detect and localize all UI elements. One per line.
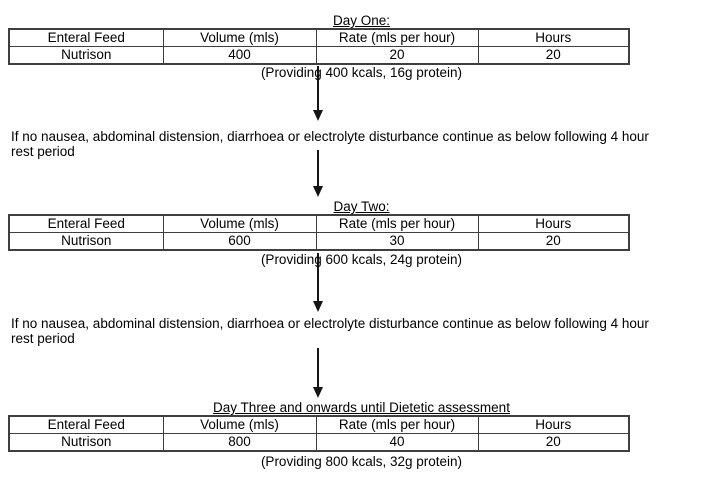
cell-hours: 20 xyxy=(478,233,629,251)
column-header-enteral-feed: Enteral Feed xyxy=(9,215,163,233)
providing-note-day-one: (Providing 400 kcals, 16g protein) xyxy=(260,65,463,80)
column-header-hours: Hours xyxy=(478,416,629,434)
cell-feed: Nutrison xyxy=(9,47,163,65)
section-heading-day-one xyxy=(0,13,723,28)
section-heading-day-two xyxy=(0,199,723,214)
note-line-1: If no nausea, abdominal distension, diarrhoea or electrolyte disturbance continue as below following 4 hour xyxy=(11,129,649,144)
cell-rate: 40 xyxy=(316,434,478,452)
section-heading-day-three xyxy=(0,400,723,415)
table-data-row xyxy=(9,47,629,65)
cell-feed: Nutrison xyxy=(9,434,163,452)
column-header-enteral-feed: Enteral Feed xyxy=(9,416,163,434)
day-two-feed-table xyxy=(8,214,630,251)
cell-feed: Nutrison xyxy=(9,233,163,251)
arrow-line xyxy=(317,348,319,387)
table-data-row xyxy=(9,233,629,251)
arrow-head-icon xyxy=(313,387,323,398)
table-header-row xyxy=(9,29,629,47)
day-three-feed-table xyxy=(8,415,630,452)
table-header-row xyxy=(9,215,629,233)
note-line-2: rest period xyxy=(11,144,75,159)
arrow-head-icon xyxy=(313,110,323,121)
arrow-head-icon xyxy=(313,301,323,312)
continuation-note-1 xyxy=(11,129,649,159)
section-heading-text: Day Two: xyxy=(333,199,390,214)
table-header-row xyxy=(9,416,629,434)
column-header-hours: Hours xyxy=(478,215,629,233)
table-data-row xyxy=(9,434,629,452)
column-header-volume: Volume (mls) xyxy=(163,416,316,434)
column-header-volume: Volume (mls) xyxy=(163,29,316,47)
note-line-2: rest period xyxy=(11,331,75,346)
cell-hours: 20 xyxy=(478,434,629,452)
continuation-note-2 xyxy=(11,316,649,346)
providing-note-day-two: (Providing 600 kcals, 24g protein) xyxy=(260,252,463,267)
note-line-1: If no nausea, abdominal distension, diarrhoea or electrolyte disturbance continue as below following 4 hour xyxy=(11,316,649,331)
column-header-enteral-feed: Enteral Feed xyxy=(9,29,163,47)
column-header-hours: Hours xyxy=(478,29,629,47)
section-heading-text: Day Three and onwards until Dietetic assessment xyxy=(213,400,510,415)
providing-note-day-three: (Providing 800 kcals, 32g protein) xyxy=(260,454,463,469)
cell-volume: 400 xyxy=(163,47,316,65)
day-one-feed-table xyxy=(8,28,630,65)
down-arrow-4 xyxy=(312,348,324,398)
cell-rate: 30 xyxy=(316,233,478,251)
arrow-head-icon xyxy=(313,186,323,197)
cell-volume: 600 xyxy=(163,233,316,251)
cell-hours: 20 xyxy=(478,47,629,65)
column-header-rate: Rate (mls per hour) xyxy=(316,29,478,47)
cell-volume: 800 xyxy=(163,434,316,452)
cell-rate: 20 xyxy=(316,47,478,65)
column-header-rate: Rate (mls per hour) xyxy=(316,215,478,233)
column-header-rate: Rate (mls per hour) xyxy=(316,416,478,434)
column-header-volume: Volume (mls) xyxy=(163,215,316,233)
section-heading-text: Day One: xyxy=(332,13,391,28)
